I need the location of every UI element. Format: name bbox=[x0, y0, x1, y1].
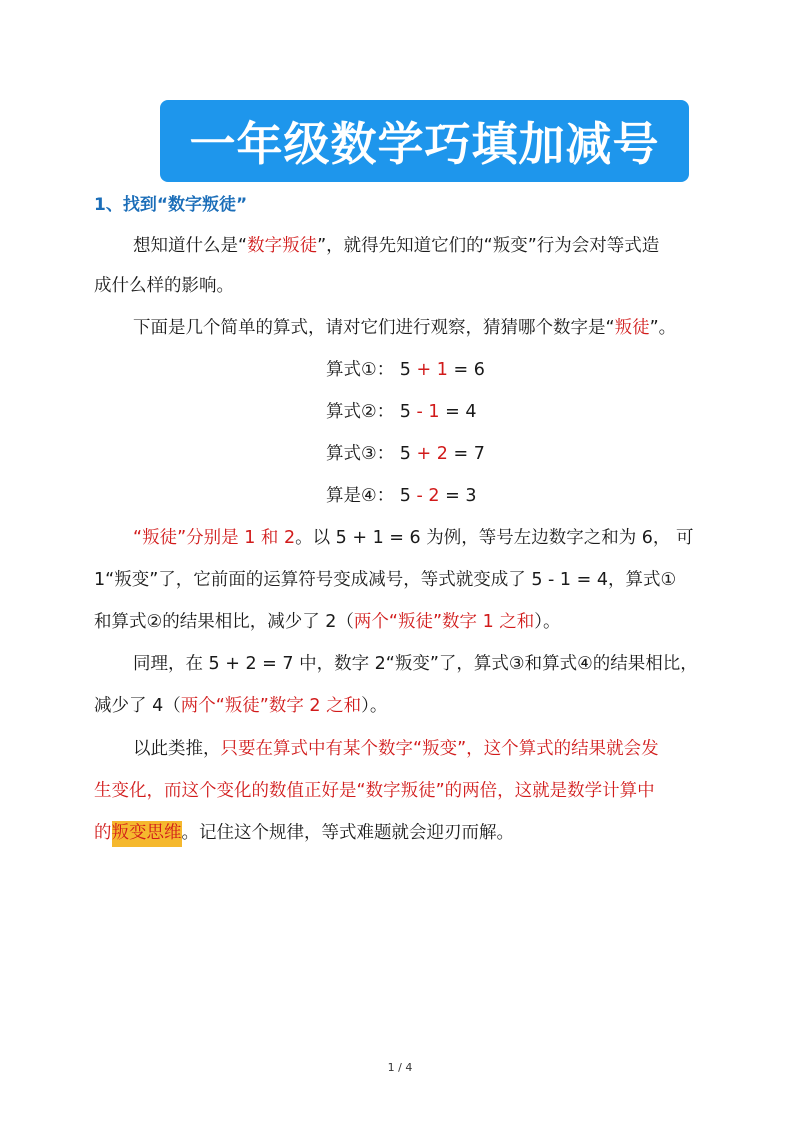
highlight-text: “叛徒”分别是 1 和 2 bbox=[133, 528, 296, 548]
formula-number: 2 bbox=[436, 444, 448, 464]
formula-number: 1 bbox=[428, 402, 440, 422]
text-run: 和算式②的结果相比，减少了 2（ bbox=[94, 612, 354, 632]
formula-row bbox=[326, 484, 477, 508]
paragraph-5-line-3 bbox=[94, 821, 514, 845]
text-run: ）。 bbox=[361, 696, 388, 716]
formula-label: 算式①： bbox=[326, 360, 395, 380]
formula-left: 5 bbox=[399, 486, 411, 506]
page-title: 一年级数学巧填加减号 bbox=[189, 117, 660, 171]
formula-operator: - bbox=[416, 486, 423, 506]
formula-number: 1 bbox=[436, 360, 448, 380]
text-run: 下面是几个简单的算式，请对它们进行观察，猜猜哪个数字是“ bbox=[133, 318, 615, 338]
paragraph-3-line-3 bbox=[94, 610, 561, 634]
paragraph-4-line-1: 同理，在 5 + 2 = 7 中，数字 2“叛变”了，算式③和算式④的结果相比， bbox=[133, 654, 698, 674]
paragraph-1-line-2: 成什么样的影响。 bbox=[94, 276, 234, 296]
formula-left: 5 bbox=[399, 402, 411, 422]
page-number: 1 / 4 bbox=[387, 1061, 413, 1074]
formula-row bbox=[326, 400, 477, 424]
formula-operator: - bbox=[416, 402, 423, 422]
formula-left: 5 bbox=[399, 360, 411, 380]
text-run: ”，就得先知道它们的“叛变”行为会对等式造 bbox=[317, 236, 660, 256]
highlight-text: 只要在算式中有某个数字“叛变”，这个算式的结果就会发 bbox=[220, 739, 659, 759]
title-banner bbox=[160, 100, 689, 182]
formula-result: = 3 bbox=[445, 486, 477, 506]
formula-row bbox=[326, 358, 485, 382]
section-heading: 1、找到“数字叛徒” bbox=[94, 195, 248, 215]
text-run: 减少了 4（ bbox=[94, 696, 181, 716]
formula-result: = 4 bbox=[445, 402, 477, 422]
text-run: 。以 5 + 1 = 6 为例，等号左边数字之和为 6， 可 bbox=[295, 528, 694, 548]
highlight-text: 两个“叛徒”数字 2 之和 bbox=[180, 696, 362, 716]
paragraph-2 bbox=[133, 316, 676, 340]
text-run: ）。 bbox=[534, 612, 561, 632]
text-run: 。记住这个规律，等式难题就会迎刃而解。 bbox=[181, 823, 514, 843]
paragraph-3-line-2: 1“叛变”了，它前面的运算符号变成减号，等式就变成了 5 - 1 = 4，算式① bbox=[94, 570, 677, 590]
formula-label: 算是④： bbox=[326, 486, 395, 506]
formula-operator: + bbox=[416, 444, 432, 464]
formula-left: 5 bbox=[399, 444, 411, 464]
paragraph-4-line-2 bbox=[94, 694, 387, 718]
formula-result: = 7 bbox=[453, 444, 485, 464]
text-run: ”。 bbox=[649, 318, 677, 338]
highlight-text: 数字叛徒 bbox=[247, 236, 318, 256]
formula-label: 算式②： bbox=[326, 402, 395, 422]
highlight-text: 叛徒 bbox=[614, 318, 650, 338]
text-run: 想知道什么是“ bbox=[133, 236, 248, 256]
formula-result: = 6 bbox=[453, 360, 485, 380]
highlight-text: 两个“叛徒”数字 1 之和 bbox=[353, 612, 535, 632]
formula-label: 算式③： bbox=[326, 444, 395, 464]
formula-operator: + bbox=[416, 360, 432, 380]
paragraph-5-line-2: 生变化，而这个变化的数值正好是“数字叛徒”的两倍，这就是数学计算中 bbox=[94, 781, 655, 801]
paragraph-1-line-1 bbox=[133, 234, 659, 258]
highlight-text: 的 bbox=[94, 823, 112, 843]
paragraph-5-line-1 bbox=[133, 737, 659, 761]
paragraph-3-line-1 bbox=[133, 526, 693, 550]
highlighted-keyword: 叛变思维 bbox=[112, 821, 182, 847]
formula-number: 2 bbox=[428, 486, 440, 506]
formula-row bbox=[326, 442, 485, 466]
text-run: 以此类推， bbox=[133, 739, 221, 759]
